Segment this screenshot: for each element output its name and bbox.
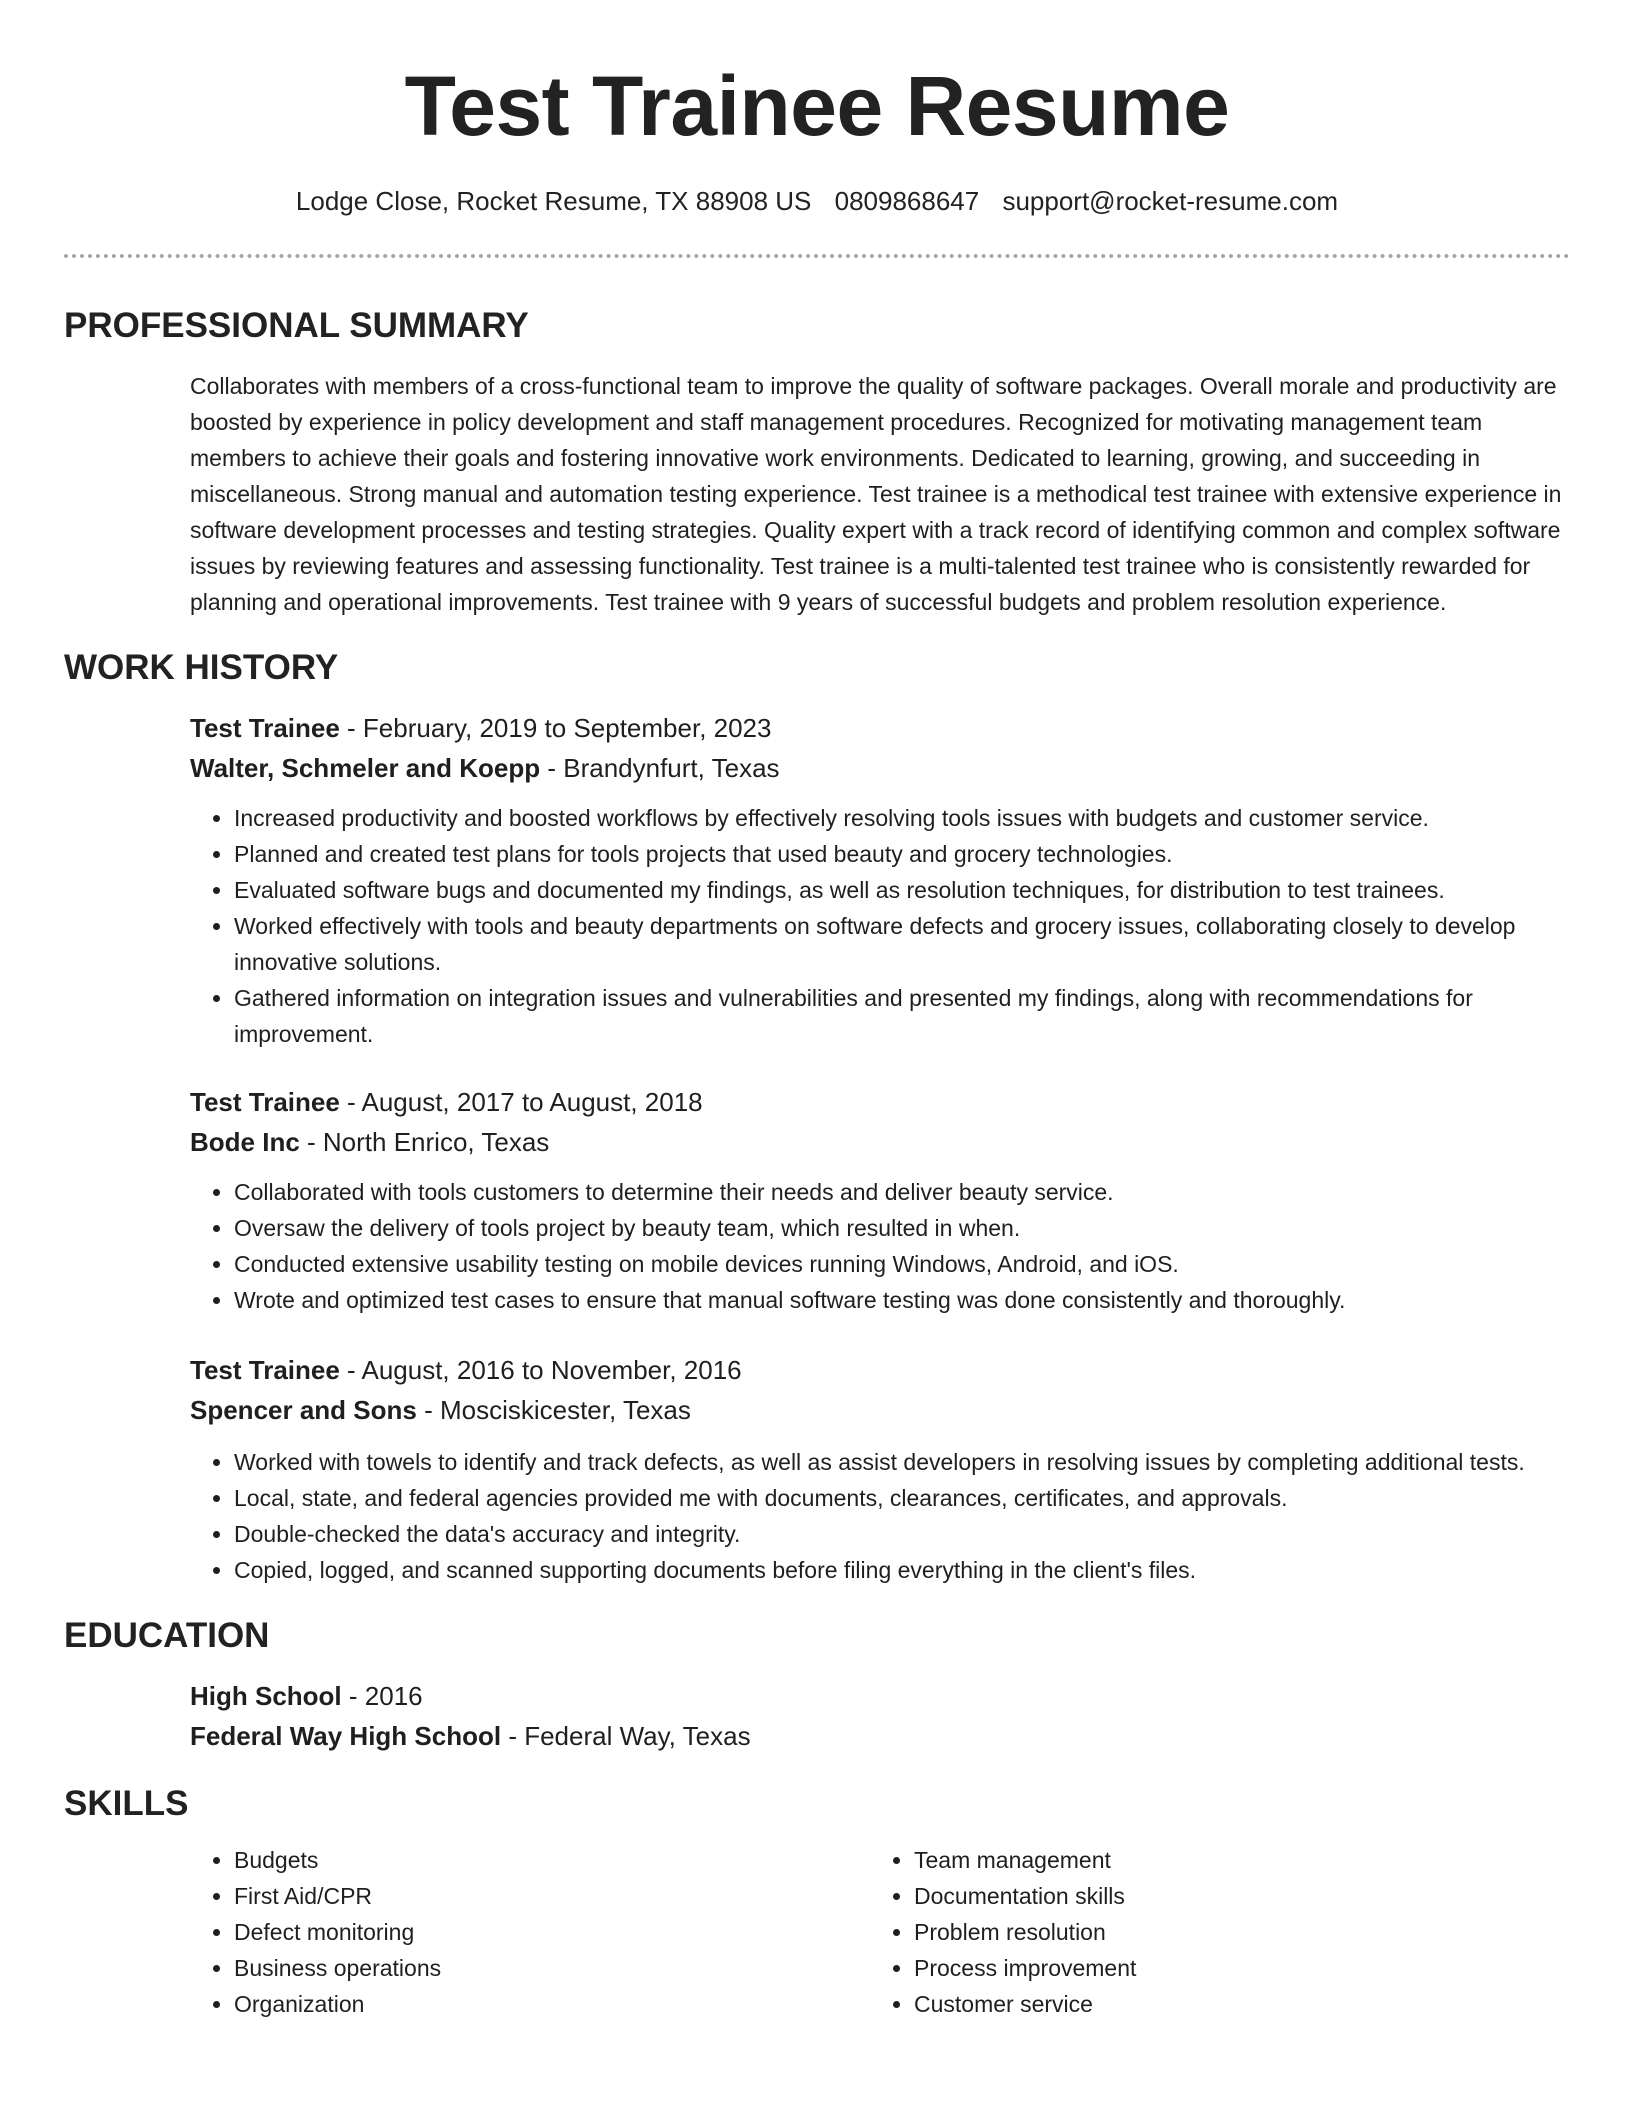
job-bullet: • Increased productivity and boosted workflows by effectively resolving tools issues with budgets and customer service. <box>234 800 1570 836</box>
job-bullets <box>190 1174 1570 1318</box>
job-bullet: • Worked with towels to identify and track defects, as well as assist developers in resolving issues by completing additional tests. <box>234 1444 1570 1480</box>
skill-item: • Process improvement <box>914 1950 1550 1986</box>
section-title-skills: SKILLS <box>64 1784 189 1823</box>
education-location: - Federal Way, Texas <box>501 1721 751 1751</box>
job-bullet: • Wrote and optimized test cases to ensure that manual software testing was done consistently and thoroughly. <box>234 1282 1570 1318</box>
job-dates: - August, 2016 to November, 2016 <box>339 1355 742 1385</box>
job-location: - Mosciskicester, Texas <box>416 1395 691 1425</box>
header-divider <box>64 254 1570 258</box>
education-section <box>190 1676 1570 1756</box>
summary-section <box>190 368 1570 620</box>
education-school: Federal Way High School <box>190 1721 502 1751</box>
skills-grid <box>190 1842 1570 2022</box>
education-school-line <box>190 1716 1570 1756</box>
job-role: Test Trainee <box>190 1087 340 1117</box>
work-history-section <box>190 708 1570 1588</box>
skill-item: • Team management <box>914 1842 1550 1878</box>
job-company: Spencer and Sons <box>190 1395 417 1425</box>
skill-item: • Budgets <box>234 1842 870 1878</box>
education-degree-line <box>190 1676 1570 1716</box>
job-dates: - February, 2019 to September, 2023 <box>339 713 772 743</box>
resume-page <box>64 0 1570 2022</box>
skill-item: • Business operations <box>234 1950 870 1986</box>
contact-phone: 0809868647 <box>834 186 980 216</box>
skill-item: • Documentation skills <box>914 1878 1550 1914</box>
section-title-education: EDUCATION <box>64 1616 270 1655</box>
skills-column-left <box>190 1842 870 2022</box>
job-location: - Brandynfurt, Texas <box>540 753 780 783</box>
education-degree: High School <box>190 1681 342 1711</box>
job-bullet: • Evaluated software bugs and documented my findings, as well as resolution techniques, for distribution to test trainees. <box>234 872 1570 908</box>
skill-item: • Defect monitoring <box>234 1914 870 1950</box>
job-role: Test Trainee <box>190 713 340 743</box>
contact-address: Lodge Close, Rocket Resume, TX 88908 US <box>295 186 812 216</box>
resume-title: Test Trainee Resume <box>404 59 1230 153</box>
job-company-line <box>190 1390 1570 1430</box>
job-role-line <box>190 1082 1570 1122</box>
job-bullet: • Conducted extensive usability testing on mobile devices running Windows, Android, and iOS. <box>234 1246 1570 1282</box>
job-entry <box>190 1350 1570 1588</box>
contact-line <box>64 184 1570 218</box>
job-bullet: • Planned and created test plans for tools projects that used beauty and grocery technologies. <box>234 836 1570 872</box>
section-title-summary: PROFESSIONAL SUMMARY <box>64 306 529 345</box>
skill-item: • Organization <box>234 1986 870 2022</box>
job-bullet: • Gathered information on integration issues and vulnerabilities and presented my findings, along with recommendations for improvement. <box>234 980 1570 1052</box>
job-role-line <box>190 1350 1570 1390</box>
job-bullet: • Worked effectively with tools and beauty departments on software defects and grocery issues, collaborating closely to develop innovative solutions. <box>234 908 1570 980</box>
skill-item: • First Aid/CPR <box>234 1878 870 1914</box>
job-company-line <box>190 748 1570 788</box>
job-company: Walter, Schmeler and Koepp <box>190 753 541 783</box>
job-bullets <box>190 1444 1570 1588</box>
skills-list-right <box>870 1842 1550 2022</box>
job-role: Test Trainee <box>190 1355 340 1385</box>
job-location: - North Enrico, Texas <box>299 1127 550 1157</box>
job-dates: - August, 2017 to August, 2018 <box>339 1087 703 1117</box>
job-role-line <box>190 708 1570 748</box>
job-company-line <box>190 1122 1570 1162</box>
job-bullet: • Double-checked the data's accuracy and integrity. <box>234 1516 1570 1552</box>
job-entry <box>190 708 1570 1052</box>
job-bullet: • Collaborated with tools customers to determine their needs and deliver beauty service. <box>234 1174 1570 1210</box>
skill-item: • Customer service <box>914 1986 1550 2022</box>
skills-list-left <box>190 1842 870 2022</box>
job-company: Bode Inc <box>190 1127 300 1157</box>
skills-section <box>190 1842 1570 2022</box>
summary-text: Collaborates with members of a cross-functional team to improve the quality of software packages. Overall morale and productivity are boosted by experience in policy development and staff management procedures. Recognized for motivating management team members to achieve their goals and fostering innovative work environments. Dedicated to learning, growing, and succeeding in miscellaneous. Strong manual and automation testing experience. Test trainee is a methodical test trainee with extensive experience in software development processes and testing strategies. Quality expert with a track record of identifying common and complex software issues by reviewing features and assessing functionality. Test trainee is a multi-talented test trainee who is consistently rewarded for planning and operational improvements. Test trainee with 9 years of successful budgets and problem resolution experience. <box>190 373 1562 615</box>
skill-item: • Problem resolution <box>914 1914 1550 1950</box>
job-entry <box>190 1082 1570 1318</box>
contact-email: support@rocket-resume.com <box>1002 186 1339 216</box>
education-year: - 2016 <box>341 1681 423 1711</box>
job-bullet: • Local, state, and federal agencies provided me with documents, clearances, certificates, and approvals. <box>234 1480 1570 1516</box>
job-bullet: • Oversaw the delivery of tools project by beauty team, which resulted in when. <box>234 1210 1570 1246</box>
section-title-work-history: WORK HISTORY <box>64 648 339 687</box>
resume-header <box>64 56 1570 218</box>
job-bullet: • Copied, logged, and scanned supporting documents before filing everything in the client's files. <box>234 1552 1570 1588</box>
job-bullets <box>190 800 1570 1052</box>
skills-column-right <box>870 1842 1550 2022</box>
